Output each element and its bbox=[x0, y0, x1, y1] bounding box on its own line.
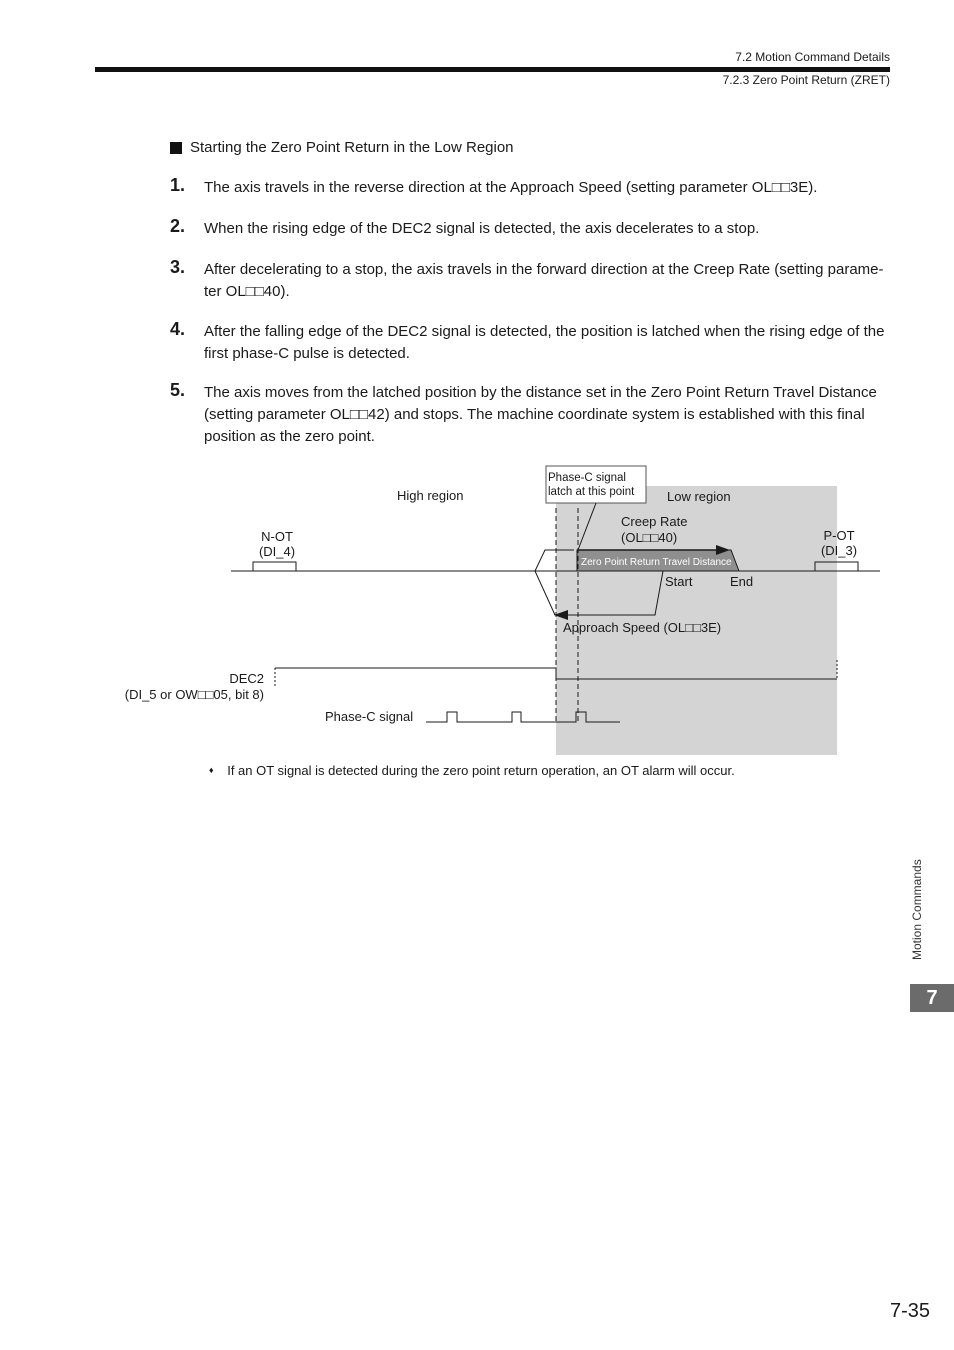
page-number: 7-35 bbox=[889, 1300, 930, 1322]
header-subsection: 7.2.3 Zero Point Return (ZRET) bbox=[722, 73, 890, 87]
section-title-text: Starting the Zero Point Return in the Low Region bbox=[190, 139, 514, 156]
square-bullet-icon bbox=[170, 142, 182, 154]
start-label: Start bbox=[665, 574, 693, 589]
end-label: End bbox=[730, 574, 754, 589]
step-5 bbox=[170, 382, 890, 448]
diamond-bullet-icon: ♦ bbox=[209, 765, 214, 775]
ot-alarm-note bbox=[209, 763, 735, 778]
low-region-label: Low region bbox=[667, 489, 731, 504]
not-signal bbox=[253, 562, 296, 571]
header-rule bbox=[95, 67, 890, 72]
step-text: After the falling edge of the DEC2 signal is detected, the position is latched when the rising edge of the first phase-C pulse is detected. bbox=[204, 323, 885, 362]
step-text: After decelerating to a stop, the axis travels in the forward direction at the Creep Rate (setting parame-ter OL□□40). bbox=[204, 261, 884, 300]
step-number: 1. bbox=[170, 175, 186, 195]
step-text: When the rising edge of the DEC2 signal is detected, the axis decelerates to a stop. bbox=[204, 220, 760, 237]
step-4 bbox=[170, 321, 890, 365]
section-title bbox=[170, 139, 514, 156]
latch-callout-line2: latch at this point bbox=[548, 486, 635, 498]
step-number: 4. bbox=[170, 319, 186, 339]
step-3 bbox=[170, 259, 890, 303]
not-label: N-OT bbox=[261, 529, 293, 544]
step-number: 5. bbox=[170, 380, 186, 400]
side-chapter-label: Motion Commands bbox=[910, 859, 924, 960]
pot-input: (DI_3) bbox=[820, 543, 858, 558]
note-text: If an OT signal is detected during the zero point return operation, an OT alarm will occur. bbox=[227, 763, 735, 778]
header-section: 7.2 Motion Command Details bbox=[735, 50, 890, 64]
creep-rate-label: Creep Rate bbox=[621, 514, 688, 529]
step-text: The axis moves from the latched position by the distance set in the Zero Point Return Travel Distance (setting parameter OL□□42) and stops. The machine coordinate system is established with this final position as the zero point. bbox=[204, 384, 877, 445]
chapter-tab: 7 bbox=[910, 984, 954, 1012]
step-number: 3. bbox=[170, 257, 186, 277]
dec2-source: (DI_5 or OW□□05, bit 8) bbox=[124, 687, 264, 702]
step-text: The axis travels in the reverse direction at the Approach Speed (setting parameter OL□□3E). bbox=[204, 179, 818, 196]
latch-callout-line1: Phase-C signal bbox=[548, 472, 626, 484]
zero-point-return-diagram bbox=[0, 460, 954, 770]
high-region-label: High region bbox=[397, 488, 464, 503]
not-input: (DI_4) bbox=[258, 544, 296, 559]
approach-speed-label: Approach Speed (OL□□3E) bbox=[563, 620, 722, 635]
pot-label: P-OT bbox=[823, 528, 855, 543]
travel-distance-label: Zero Point Return Travel Distance bbox=[581, 557, 732, 568]
phase-c-label: Phase-C signal bbox=[325, 709, 414, 724]
step-number: 2. bbox=[170, 216, 186, 236]
step-2 bbox=[170, 218, 890, 240]
dec2-label: DEC2 bbox=[229, 671, 264, 686]
step-1 bbox=[170, 177, 890, 199]
creep-rate-param: (OL□□40) bbox=[621, 530, 678, 545]
